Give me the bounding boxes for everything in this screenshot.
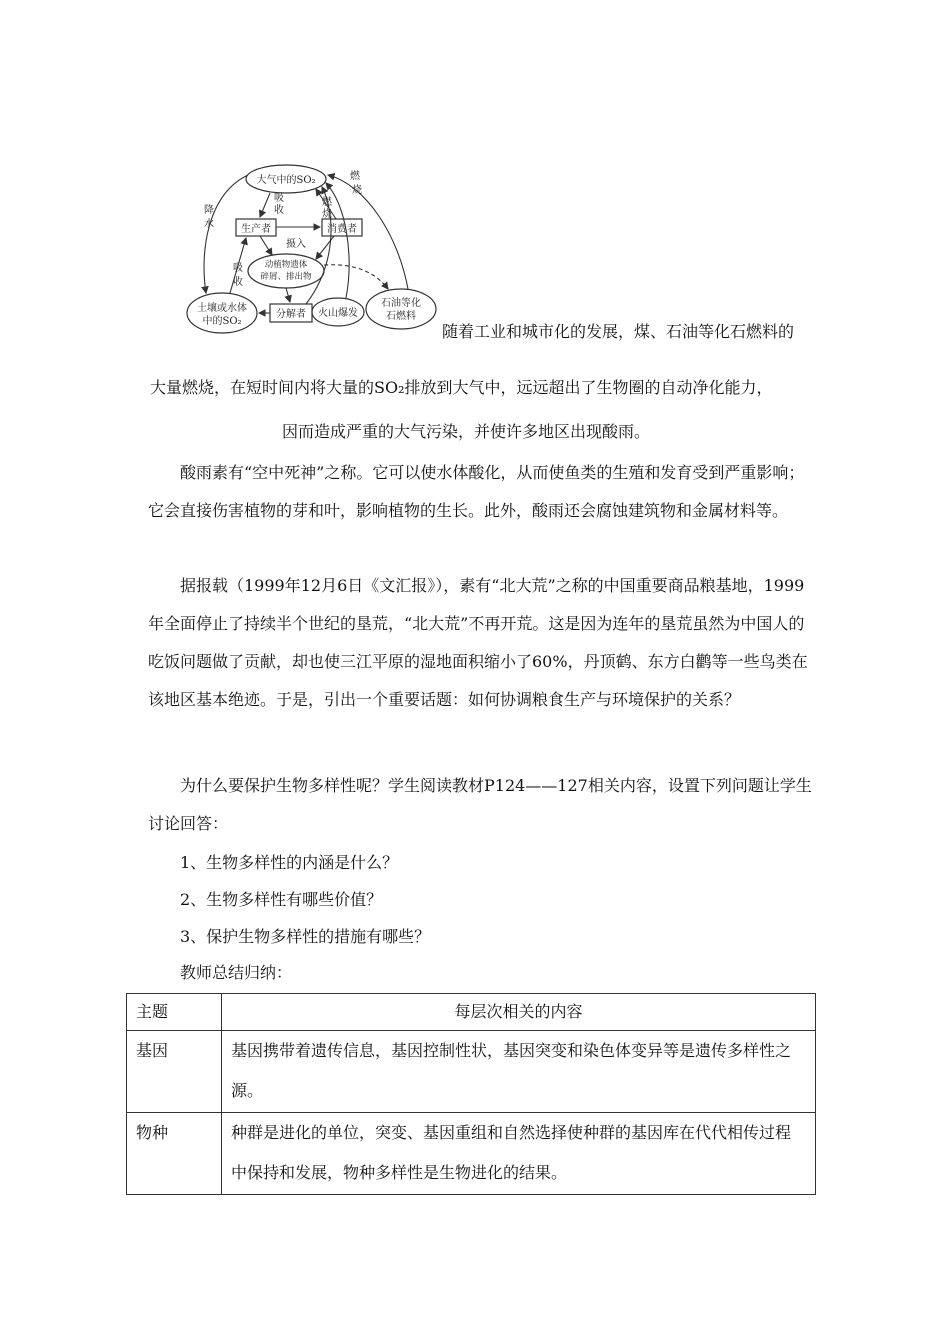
producer-label: 生产者 (241, 224, 271, 235)
fossil-label-2: 石燃料 (386, 311, 416, 322)
row-topic: 基因 (127, 1031, 222, 1113)
arrow-absorb-atmosphere (260, 193, 270, 217)
table-row (127, 1031, 816, 1113)
absorb-top-label-1: 吸 (274, 193, 284, 204)
arrow-producer-remains (260, 236, 272, 255)
ingest-label: 摄入 (286, 239, 306, 250)
decomposer-label: 分解者 (276, 309, 306, 320)
volcano-label: 火山爆发 (318, 308, 358, 319)
remains-label-2: 碎屑、排出物 (260, 272, 312, 282)
soil-label-2: 中的SO₂ (202, 316, 242, 327)
sulfur-cycle-diagram (186, 155, 442, 341)
arrow-consumer-remains (316, 236, 334, 259)
text-line-2: 大量燃烧，在短时间内将大量的SO₂排放到大气中，远远超出了生物圈的自动净化能力， (150, 378, 773, 397)
row-content: 种群是进化的单位，突变、基因重组和自然选择使种群的基因库在代代相传过程中保持和发展，物种多样性是生物进化的结果。 (222, 1113, 816, 1195)
row-topic: 物种 (127, 1113, 222, 1195)
paragraph-why-protect: 为什么要保护生物多样性呢？学生阅读教材P124——127相关内容，设置下列问题让学生讨论回答： (148, 776, 812, 833)
table-header-row (127, 994, 816, 1031)
paragraph-news-report: 据报载（1999年12月6日《文汇报》），素有“北大荒”之称的中国重要商品粮基地，1999年全面停止了持续半个世纪的垦荒，“北大荒”不再开荒。这是因为连年的垦荒虽然为中国人的吃饭问题做了贡献，却也使三江平原的湿地面积缩小了60%，丹顶鹤、东方白鹳等一些鸟类在该地区基本绝迹。于是，引出一个重要话题：如何协调粮食生产与环境保护的关系？ (148, 576, 808, 709)
precipitation-label-2: 水 (204, 219, 214, 230)
question-2: 2、生物多样性有哪些价值？ (180, 890, 383, 909)
precipitation-label-1: 降 (204, 205, 214, 216)
atmosphere-label: 大气中的SO₂ (256, 175, 316, 186)
summary-table (126, 993, 816, 1195)
text-line-3: 因而造成严重的大气污染，并使许多地区出现酸雨。 (282, 422, 651, 441)
text-line-1: 随着工业和城市化的发展，煤、石油等化石燃料的 (442, 322, 795, 341)
header-topic: 主题 (127, 994, 222, 1031)
question-3: 3、保护生物多样性的措施有哪些？ (180, 927, 431, 946)
header-content: 每层次相关的内容 (222, 994, 816, 1031)
summary-intro: 教师总结归纳： (180, 963, 293, 982)
absorb-top-label-2: 收 (274, 205, 284, 216)
burn-inner-label-1: 燃 (322, 197, 332, 208)
burn-outer-label-2: 烧 (352, 185, 362, 196)
fossil-label-1: 石油等化 (381, 298, 421, 309)
burn-inner-label-2: 烧 (322, 209, 332, 220)
absorb-bottom-label-2: 收 (233, 277, 243, 288)
arrow-remains-fossil (324, 265, 388, 289)
remains-label-1: 动植物遗体 (264, 260, 308, 270)
paragraph-acid-rain: 酸雨素有“空中死神”之称。它可以使水体酸化，从而使鱼类的生殖和发育受到严重影响；它会直接伤害植物的芽和叶，影响植物的生长。此外，酸雨还会腐蚀建筑物和金属材料等。 (148, 463, 805, 520)
question-1: 1、生物多样性的内涵是什么？ (180, 853, 399, 872)
soil-label-1: 土壤或水体 (197, 303, 247, 314)
consumer-label: 消费者 (327, 224, 357, 235)
table-row (127, 1113, 816, 1195)
arrow-remains-decomposer (286, 288, 290, 302)
absorb-bottom-label-1: 吸 (233, 263, 243, 274)
row-content: 基因携带着遗传信息，基因控制性状，基因突变和染色体变异等是遗传多样性之源。 (222, 1031, 816, 1113)
burn-outer-label-1: 燃 (350, 171, 360, 182)
fossil-fuel-node (366, 289, 436, 329)
